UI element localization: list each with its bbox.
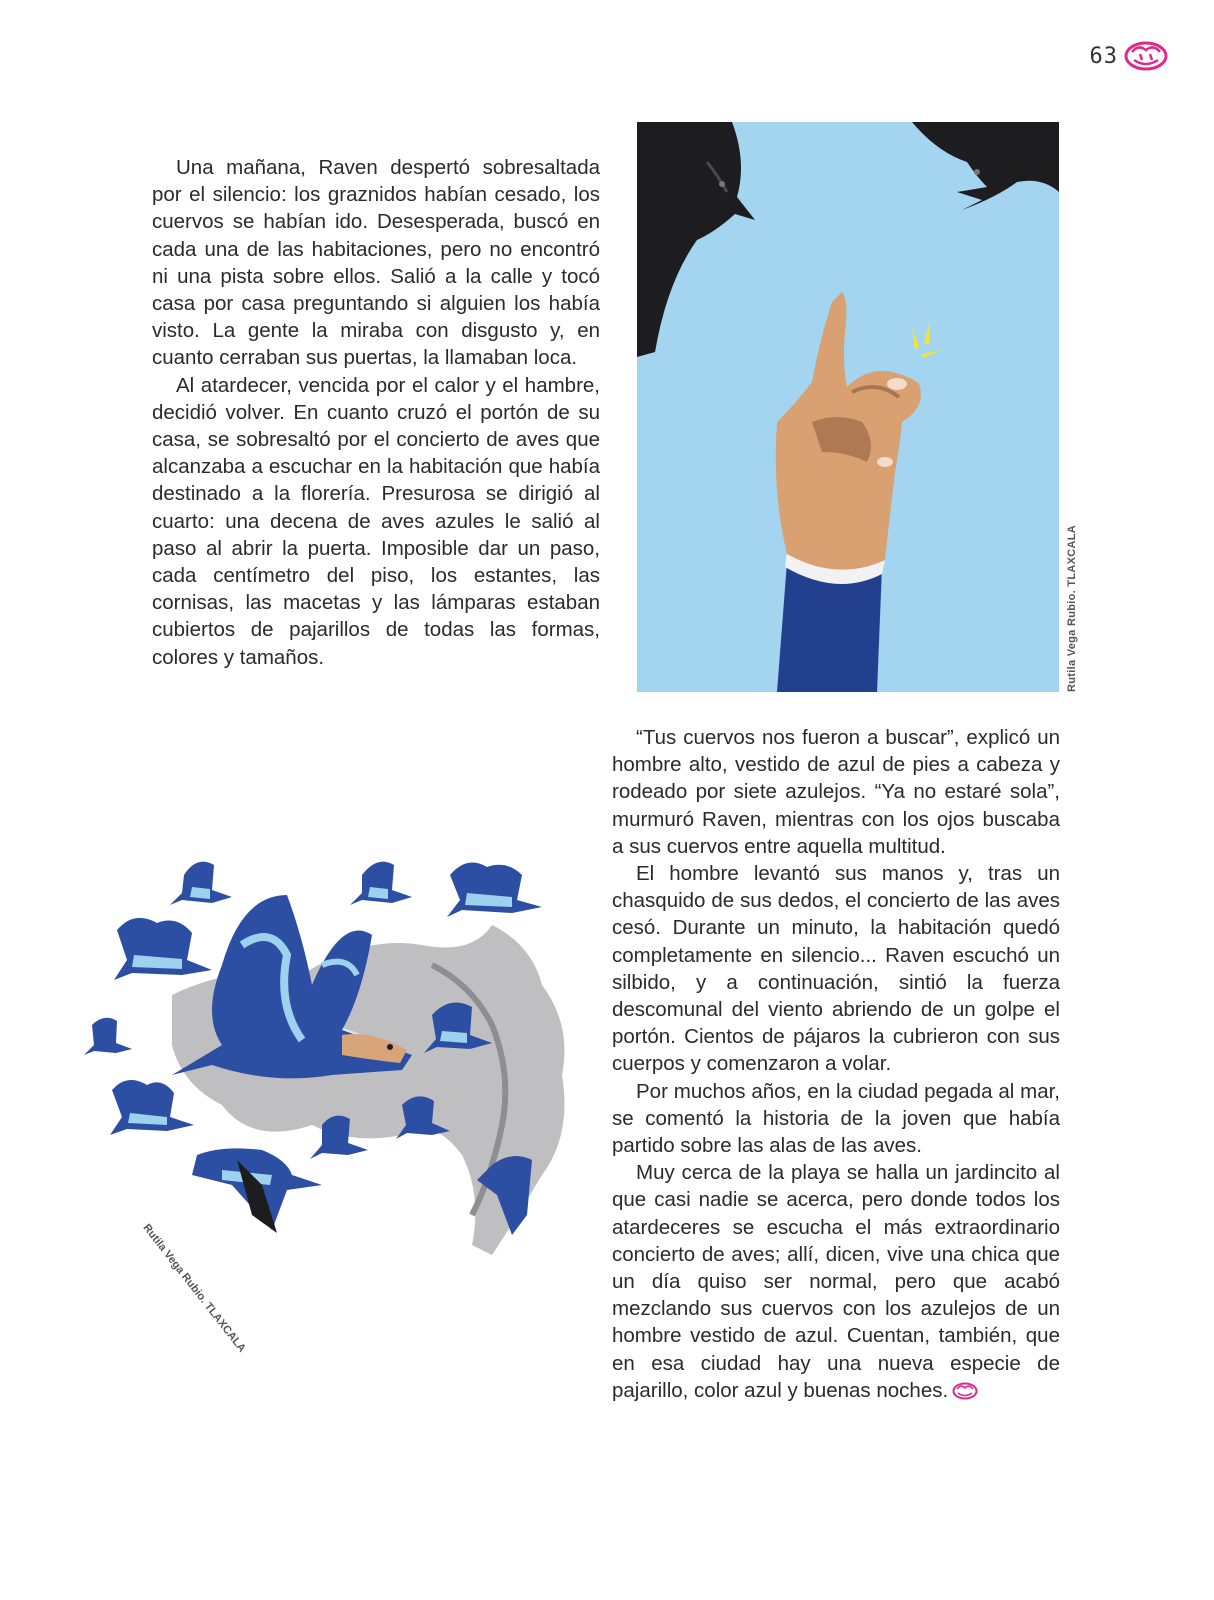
illustration-credit: Rutila Vega Rubio. TLAXCALA <box>140 1222 248 1355</box>
story-paragraph: Por muchos años, en la ciudad pegada al mar, se comentó la historia de la joven que había partido sobre las alas de las aves. <box>612 1079 1060 1158</box>
story-paragraph: El hombre levantó sus manos y, tras un chasquido de sus dedos, el concierto de las aves cesó. Durante un minuto, la habitación quedó completamente en silencio... Raven escuchó un silbido, y a continuación, sintió la fuerza descomunal del viento abriendo de un golpe el portón. Cientos de pájaros la cubrieron con sus cuerpos y comenzaron a volar. <box>612 862 1060 1076</box>
hand-snapping-illustration <box>637 122 1059 692</box>
story-paragraph: Una mañana, Raven despertó sobresaltada por el silencio: los graznidos habían cesado, los cuervos se habían ido. Desesperada, buscó en cada una de las habitaciones, pero no encontró ni una pista sobre ellos. Salió a la calle y tocó casa por casa preguntando si alguien los había visto. La gente la miraba con disgusto y, en cuanto cerraban sus puertas, la llamaban loca. <box>152 156 600 370</box>
story-paragraph: Al atardecer, vencida por el calor y el hambre, decidió volver. En cuanto cruzó el portón de su casa, se sobresaltó por el concierto de aves que alcanzaba a escuchar en la habitación que había destinado a la florería. Presurosa se dirigió al cuarto: una decena de aves azules le salió al paso al abrir la puerta. Imposible dar un paso, cada centímetro del piso, los estantes, las cornisas, las macetas y las lámparas estaban cubiertos de pajarillos de todas las formas, colores y tamaños. <box>152 373 600 669</box>
flying-birds-illustration <box>72 855 592 1285</box>
end-mark-logo-icon <box>952 1382 978 1400</box>
final-paragraph-text: Muy cerca de la playa se halla un jardincito al que casi nadie se acerca, pero donde todos los atardeceres se escucha el más extraordinario concierto de aves; allí, dicen, vive una chica que un día quiso ser normal, pero que acabó mezclando sus cuervos con los azulejos de un hombre vestido de azul. Cuentan, también, que en esa ciudad hay una nueva especie de pajarillo, color azul y buenas noches. <box>612 1161 1060 1402</box>
magazine-logo-icon <box>1124 40 1168 72</box>
story-paragraph: “Tus cuervos nos fueron a buscar”, explicó un hombre alto, vestido de azul de pies a cabeza y rodeado por siete azulejos. “Ya no estaré sola”, murmuró Raven, mientras con los ojos buscaba a sus cuervos entre aquella multitud. <box>612 726 1060 858</box>
illustration-credit: Rutila Vega Rubio. TLAXCALA <box>1066 525 1078 692</box>
right-column-text <box>612 724 1060 1404</box>
page-number: 63 <box>1089 44 1118 69</box>
story-paragraph-final <box>612 1159 1060 1404</box>
left-column-text <box>152 154 600 671</box>
